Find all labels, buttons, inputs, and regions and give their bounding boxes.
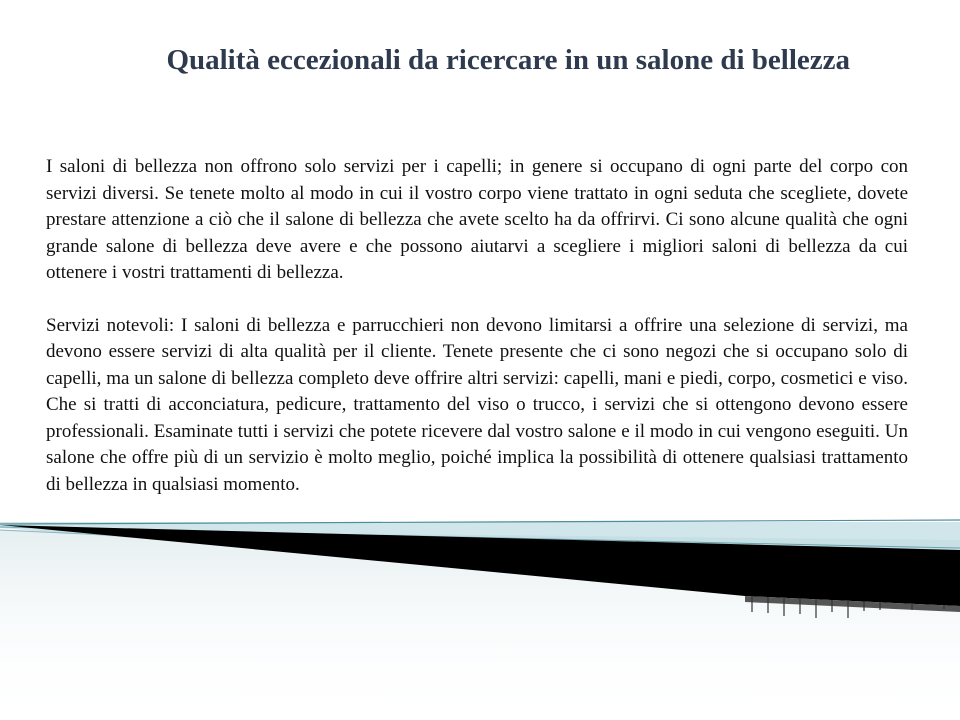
decor-line bbox=[0, 530, 960, 575]
decor-fade-band bbox=[0, 530, 960, 720]
slide-body bbox=[46, 154, 908, 524]
decor-teal-wedge bbox=[0, 522, 960, 600]
decor-ruler-bar bbox=[745, 596, 960, 612]
decor-ticks bbox=[752, 596, 944, 618]
services-paragraph: Servizi notevoli: I saloni di bellezza e parrucchieri non devono limitarsi a offrire una selezione di servizi, ma devono essere servizi di alta qualità per il cliente. Tenete presente che ci sono negozi che si occupano solo di capelli, ma un salone di bellezza completo deve offrire altri servizi: capelli, mani e piedi, corpo, cosmetici e viso. Che si tratti di acconciatura, pedicure, trattamento del viso o trucco, i servizi che si ottengono devono essere professionali. Esaminate tutti i servizi che potete ricevere dal vostro salone e il modo in cui vengono eseguiti. Un salone che offre più di un servizio è molto meglio, poiché implica la possibilità di ottenere qualsiasi trattamento di bellezza in qualsiasi momento. bbox=[46, 314, 908, 495]
intro-paragraph: I saloni di bellezza non offrono solo servizi per i capelli; in genere si occupano di ogni parte del corpo con servizi diversi. Se tenete molto al modo in cui il vostro corpo viene trattato in ogni seduta che scegliete, dovete prestare attenzione a ciò che il salone di bellezza che avete scelto ha da offrirvi. Ci sono alcune qualità che ogni grande salone di bellezza deve avere e che possono aiutarvi a scegliere i migliori saloni di bellezza da cui ottenere i vostri trattamenti di bellezza. bbox=[46, 156, 908, 283]
decor-line bbox=[0, 527, 960, 548]
decor-black-wedge bbox=[0, 525, 960, 606]
slide-title: Qualità eccezionali da ricercare in un salone di bellezza bbox=[166, 44, 850, 76]
